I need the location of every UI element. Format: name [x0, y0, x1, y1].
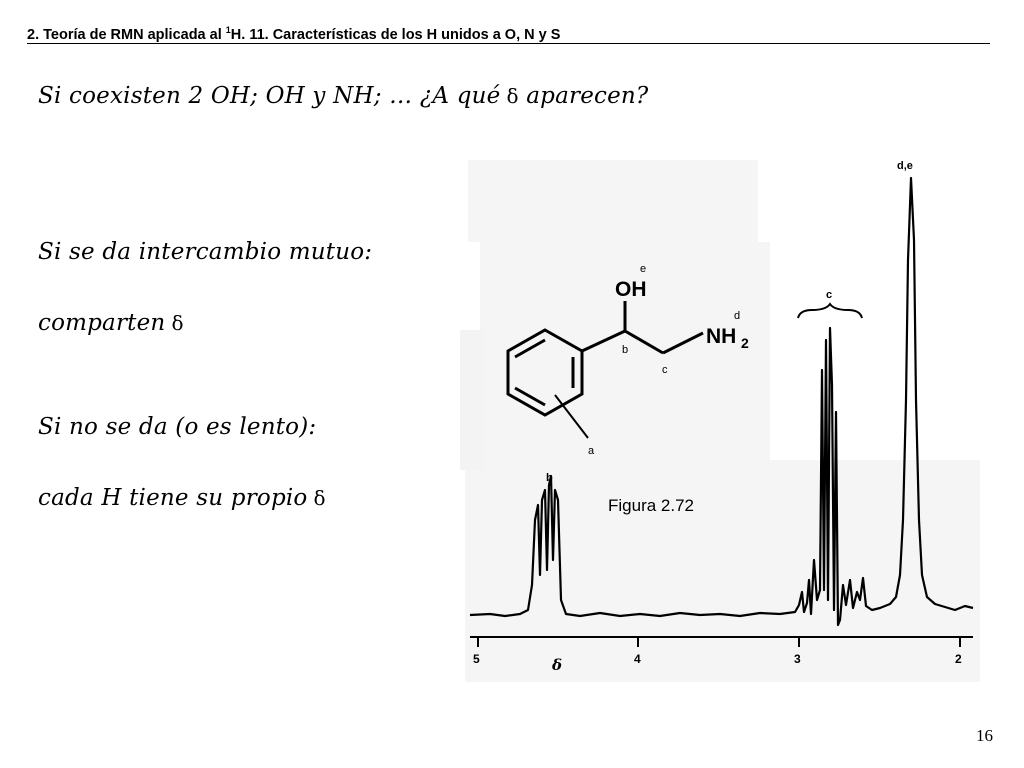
header-title-part: 2. Teoría de RMN aplicada al	[27, 26, 226, 43]
own-shift-line	[38, 485, 326, 511]
question-text: Si coexisten 2 OH; OH y NH; … ¿A qué	[38, 83, 501, 109]
share-line	[38, 310, 184, 336]
nh-subscript: 2	[741, 335, 749, 351]
axis-tick-label: 4	[634, 652, 641, 666]
slow-exchange-line: Si no se da (o es lento):	[38, 414, 317, 440]
axis-tick-label: 2	[955, 652, 962, 666]
question-line	[38, 83, 648, 109]
scan-background	[460, 330, 484, 470]
scan-background	[468, 160, 758, 242]
peak-label-de: d,e	[897, 160, 913, 172]
label-b: b	[622, 344, 629, 356]
delta-symbol: δ	[506, 84, 519, 108]
axis-tick-label: 5	[473, 652, 480, 666]
label-c: c	[662, 364, 668, 376]
peak-label-b: b	[546, 472, 553, 484]
own-shift-text: cada H tiene su propio	[38, 485, 308, 511]
brace-c	[798, 304, 862, 318]
slide-header	[27, 25, 560, 43]
nh-label: NH	[706, 325, 737, 348]
header-rule	[27, 43, 990, 44]
oh-label: OH	[615, 278, 647, 301]
label-a: a	[588, 445, 595, 457]
axis-tick-label: 3	[794, 652, 801, 666]
nmr-figure	[458, 150, 980, 685]
header-title-part: H. 11. Características de los H unidos a O, N y S	[230, 26, 561, 43]
exchange-line: Si se da intercambio mutuo:	[38, 239, 373, 265]
peak-label-c: c	[826, 289, 833, 301]
page-number: 16	[976, 726, 993, 745]
header-superscript: 1	[225, 25, 231, 35]
delta-symbol: δ	[313, 486, 326, 510]
delta-symbol: δ	[171, 311, 184, 335]
figure-caption: Figura 2.72	[608, 496, 694, 515]
share-text: comparten	[38, 310, 166, 336]
label-d: d	[734, 310, 741, 322]
question-end-text: aparecen?	[526, 83, 649, 109]
axis-delta-label: δ	[552, 656, 563, 674]
label-e: e	[640, 263, 647, 275]
